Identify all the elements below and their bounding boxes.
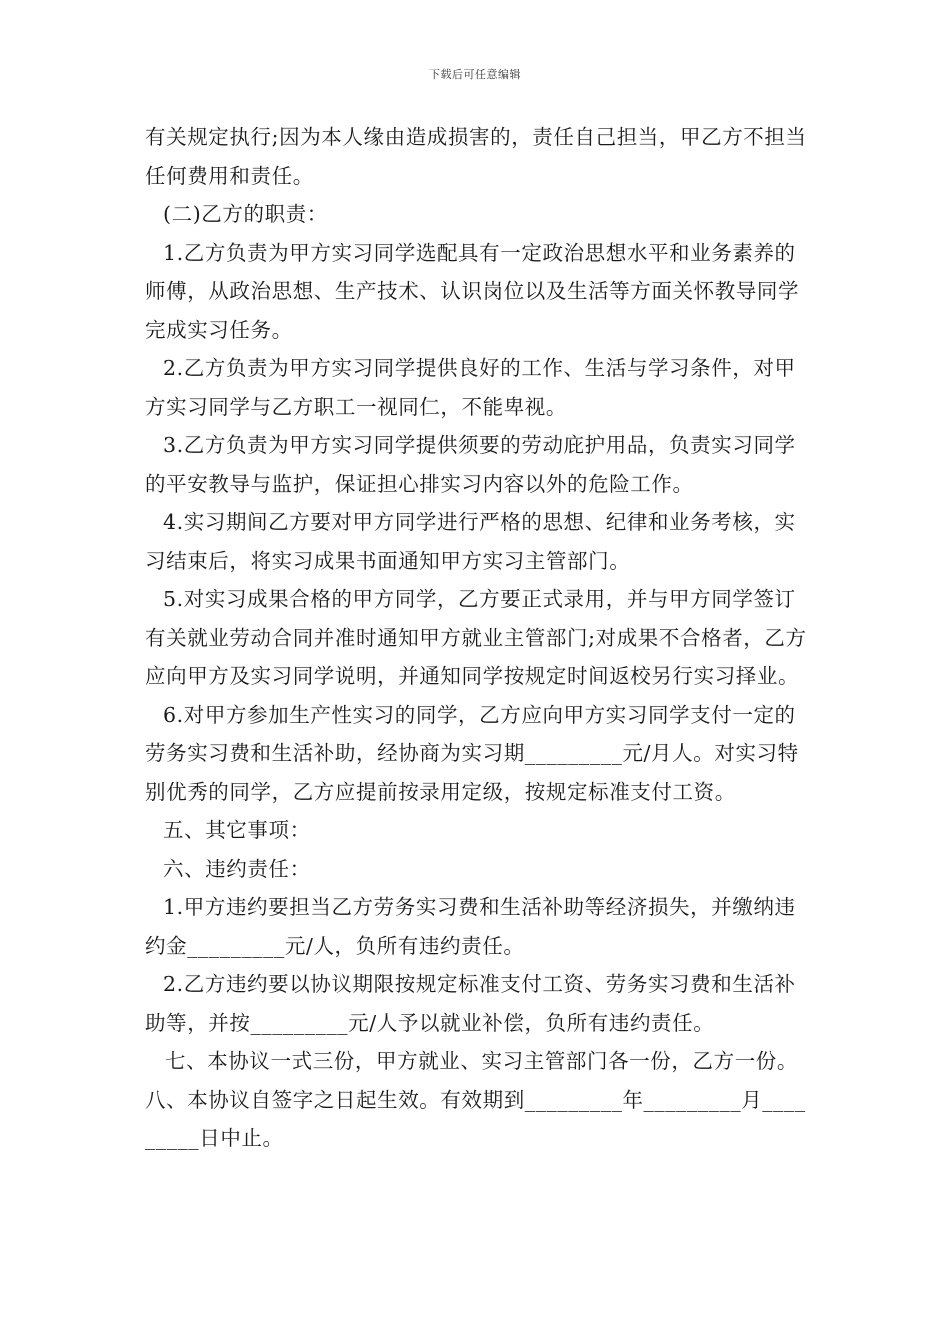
section-heading-party-b-duties: (二)乙方的职责： (163, 202, 328, 226)
clause-breach-2: 2.乙方违约要以协议期限按规定标准支付工资、劳务实习费和生活补助等，并按_________元/人予以就业补偿，负所有违约责任。 (145, 972, 796, 1035)
clause-b-4: 4.实习期间乙方要对甲方同学进行严格的思想、纪律和业务考核，实习结束后，将实习成果书面通知甲方实习主管部门。 (145, 510, 796, 573)
paragraph-continuation: 有关规定执行;因为本人缘由造成损害的，责任自己担当，甲乙方不担当任何费用和责任。 (145, 125, 807, 188)
clause-b-3: 3.乙方负责为甲方实习同学提供须要的劳动庇护用品，负责实习同学的平安教导与监护，保证担心排实习内容以外的危险工作。 (145, 433, 796, 496)
clause-b-6: 6.对甲方参加生产性实习的同学，乙方应向甲方实习同学支付一定的劳务实习费和生活补助，经协商为实习期_________元/月人。对实习特别优秀的同学，乙方应提前按录用定级，按规定标准支付工资。 (145, 702, 799, 804)
document-body (145, 118, 813, 1158)
clause-b-5: 5.对实习成果合格的甲方同学，乙方要正式录用，并与甲方同学签订有关就业劳动合同并准时通知甲方就业主管部门;对成果不合格者，乙方应向甲方及实习同学说明，并通知同学按规定时间返校另行实习择业。 (145, 587, 807, 688)
page-header: 下载后可任意编辑 (429, 68, 521, 81)
clause-breach-1: 1.甲方违约要担当乙方劳务实习费和生活补助等经济损失，并缴纳违约金_________元/人，负所有违约责任。 (145, 895, 796, 958)
section-heading-breach-liability: 六、违约责任： (163, 856, 311, 881)
section-heading-other-matters: 五、其它事项： (163, 818, 311, 842)
clause-b-1: 1.乙方负责为甲方实习同学选配具有一定政治思想水平和业务素养的师傅，从政治思想、生产技术、认识岗位以及生活等方面关怀教导同学完成实习任务。 (145, 240, 800, 342)
clause-b-2: 2.乙方负责为甲方实习同学提供良好的工作、生活与学习条件，对甲方实习同学与乙方职工一视同仁，不能卑视。 (145, 356, 796, 419)
clause-copies-effective: 七、本协议一式三份，甲方就业、实习主管部门各一份，乙方一份。八、本协议自签字之日起生效。有效期到_________年_________月_________日中止。 (145, 1049, 806, 1150)
